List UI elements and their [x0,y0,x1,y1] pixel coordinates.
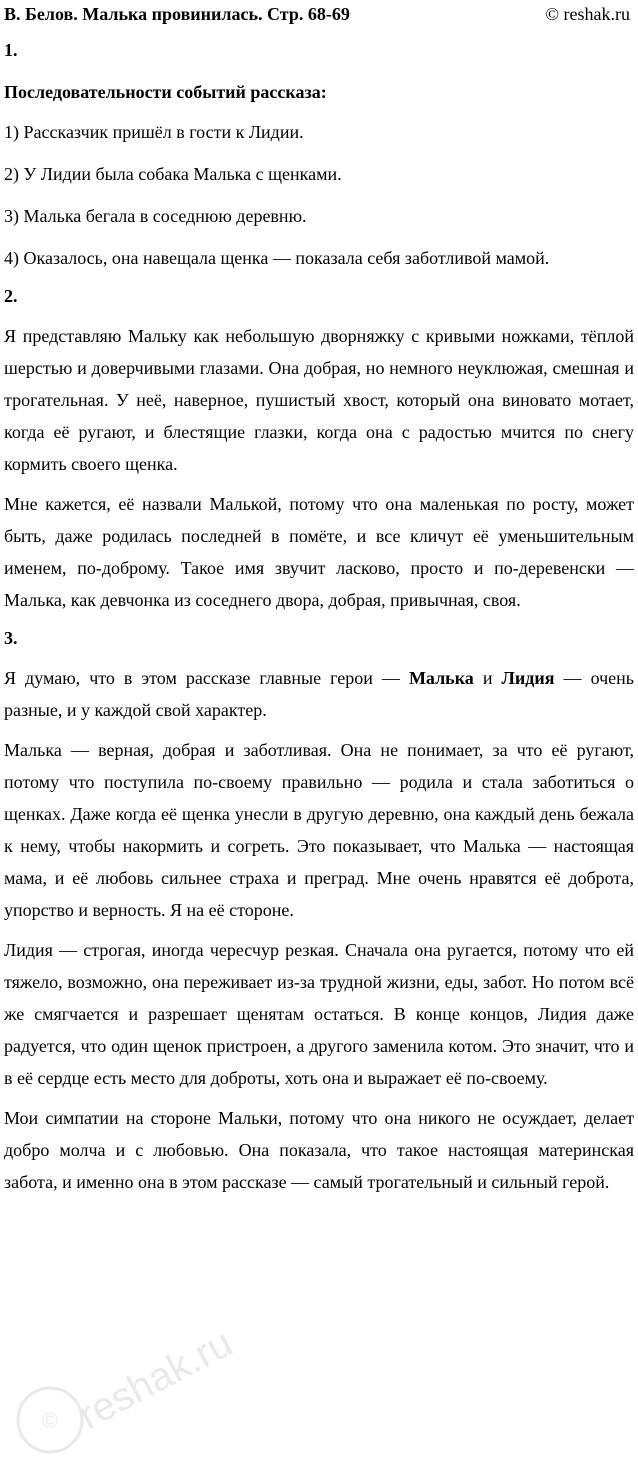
document-body [4,38,634,1198]
section-3-intro [4,662,634,726]
section-3-number: 3. [4,628,18,648]
event-item: 1) Рассказчик пришёл в гости к Лидии. [4,122,304,142]
page-header [4,2,630,26]
event-item: 4) Оказалось, она навещала щенка — показала себя заботливой мамой. [4,248,550,268]
section-1-heading: Последовательности событий рассказа: [4,82,327,102]
section-3-paragraph: Лидия — строгая, иногда чересчур резкая. Сначала она ругается, потому что ей тяжело, возможно, она переживает из-за трудной жизни, еды, забот. Но потом всё же смягчается и разрешает щенятам остаться. В конце концов, Лидия даже радуется, что один щенок пристроен, а другого заменила котом. Это значит, что и в её сердце есть место для доброты, хоть она и выражает её по-своему. [4,940,634,1088]
section-2-paragraph: Я представляю Мальку как небольшую дворняжку с кривыми ножками, тёплой шерстью и доверчивыми глазами. Она добрая, но немного неуклюжая, смешная и трогательная. У неё, наверное, пушистый хвост, который она виновато мотает, когда её ругают, и блестящие глазки, когда она с радостью мчится по снегу кормить своего щенка. [4,326,634,474]
page-title: В. Белов. Малька провинилась. Стр. 68-69 [4,4,350,24]
section-3-paragraph: Малька — верная, добрая и заботливая. Она не понимает, за что её ругают, потому что поступила по-своему правильно — родила и стала заботиться о щенках. Даже когда её щенка унесли в другую деревню, она каждый день бежала к нему, чтобы накормить и согреть. Это показывает, что Малька — настоящая мама, и её любовь сильнее страха и преград. Мне очень нравятся её доброта, упорство и верность. Я на её стороне. [4,740,634,920]
intro-text: — очень разные, и у каждой свой характер. [4,668,634,720]
event-item: 2) У Лидии была собака Малька с щенками. [4,164,342,184]
watermark-logo [10,1320,240,1470]
section-1-number: 1. [4,40,18,60]
svg-text:©: © [41,1408,59,1433]
site-brand: © reshak.ru [545,4,630,24]
section-3-paragraph: Мои симпатии на стороне Мальки, потому что она никого не осуждает, делает добро молча и с любовью. Она показала, что такое настоящая материнская забота, и именно она в этом рассказе — самый трогательный и сильный герой. [4,1108,634,1192]
section-2-paragraph: Мне кажется, её назвали Малькой, потому что она маленькая по росту, может быть, даже родилась последней в помёте, и все кличут её уменьшительным именем, по-доброму. Такое имя звучит ласково, просто и по-деревенски — Малька, как девчонка из соседнего двора, добрая, привычная, своя. [4,494,634,610]
hero-name-lidiya: Лидия [501,668,555,688]
intro-text: и [473,668,502,688]
watermark-text: reshak.ru [71,1320,240,1438]
intro-text: Я думаю, что в этом рассказе главные герои — [4,668,409,688]
hero-name-malka: Малька [408,668,474,688]
event-item: 3) Малька бегала в соседнюю деревню. [4,206,307,226]
section-2-number: 2. [4,286,18,306]
